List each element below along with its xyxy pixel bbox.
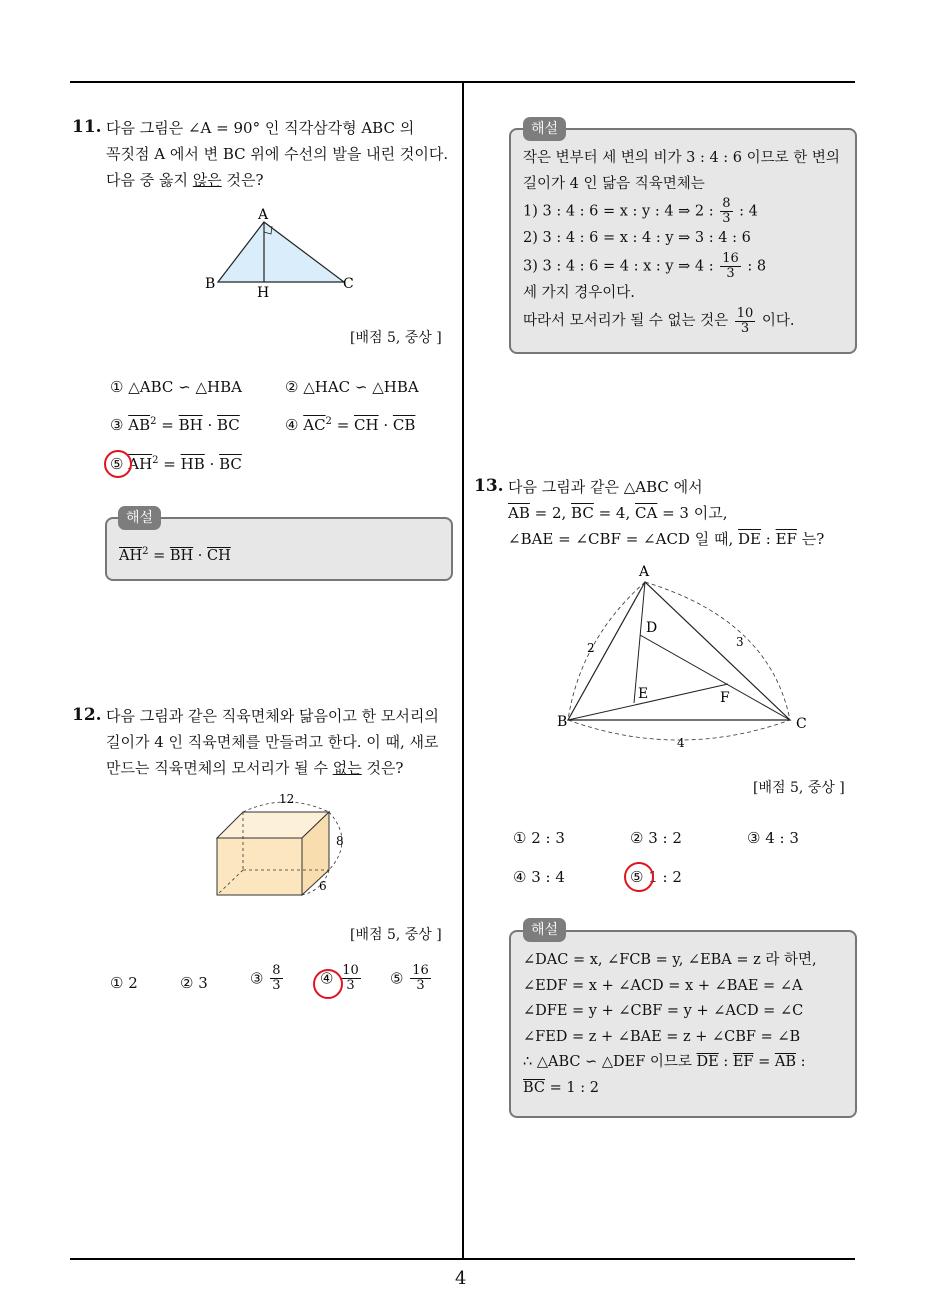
cuboid-front [217, 838, 302, 895]
q12-line3: 만드는 직육면체의 모서리가 될 수 없는 것은? [106, 759, 404, 777]
q11-text [106, 115, 448, 193]
q13-solution-tab: 해설 [523, 918, 566, 942]
q13-option-5[interactable]: ⑤ 1 : 2 [630, 868, 682, 886]
page-number: 4 [455, 1268, 467, 1289]
label-6: 6 [319, 879, 327, 893]
q12-answer-circle [313, 969, 343, 999]
q12-line1: 다음 그림과 같은 직육면체와 닮음이고 한 모서리의 [106, 707, 439, 725]
label-c: C [796, 716, 807, 732]
q11-solution-tab: 해설 [118, 506, 161, 530]
q11-option-1[interactable]: ① △ABC ∽ △HBA [110, 378, 242, 396]
label-8: 8 [336, 834, 344, 848]
question-number-11: 11. [72, 117, 102, 137]
segment-ae [634, 582, 645, 703]
q12-option-3[interactable]: ③ $\frac{8}{3}$ [250, 963, 281, 993]
label-b: B [557, 714, 568, 730]
label-side-3: 3 [736, 635, 744, 649]
triangle-abc [218, 222, 344, 282]
q12-solution-tab: 해설 [523, 117, 566, 141]
q11-answer-circle [104, 450, 132, 478]
label-c: C [343, 276, 354, 292]
q13-line2: $\overline{AB} = 2$, $\overline{BC} = 4$, $\overline{CA} = 3$ 이고, [508, 504, 728, 522]
q12-solution-box [509, 128, 857, 354]
q13-solution-text: ∠DAC = x, ∠FCB = y, ∠EBA = z 라 하면, ∠EDF = x + ∠ACD = x + ∠BAE = ∠A ∠DFE = y + ∠CBF = y + ∠ACD = ∠C ∠FED = z + ∠BAE = z + ∠CBF = ∠B ∴ △ABC ∽ △DEF 이므로 $\overline{DE}$ : $\overline{EF} = \overline{AB}$ : $\overline{BC} = 1$ : 2 [523, 952, 817, 1096]
label-12: 12 [279, 792, 295, 806]
label-b: B [205, 276, 216, 292]
q12-option-5[interactable]: ⑤ $\frac{16}{3}$ [390, 963, 429, 993]
column-divider [462, 82, 464, 1260]
segment-cd [640, 635, 790, 720]
label-h: H [257, 285, 270, 300]
q13-answer-circle [624, 862, 654, 892]
q11-solution-text: $\overline{AH}^2 = \overline{BH} \cdot \overline{CH}$ [119, 546, 231, 564]
label-a: A [639, 564, 650, 580]
q12-option-4[interactable]: ④ $\frac{10}{3}$ [320, 963, 359, 993]
q11-line1: 다음 그림은 ∠A = 90° 인 직각삼각형 ABC 의 [106, 119, 415, 137]
label-e: E [638, 686, 649, 702]
label-side-4: 4 [677, 736, 685, 750]
q11-triangle-figure [200, 205, 370, 300]
q11-option-4[interactable]: ④ $\overline{AC}^2 = \overline{CH} \cdot \overline{CB}$ [285, 416, 416, 434]
q11-score: [배점 5, 중상 ] [350, 330, 442, 346]
q12-text [106, 703, 439, 781]
q13-option-1[interactable]: ① 2 : 3 [513, 829, 565, 847]
q11-option-2[interactable]: ② △HAC ∽ △HBA [285, 378, 419, 396]
q11-line3: 다음 중 옳지 않은 것은? [106, 171, 264, 189]
q11-option-5[interactable]: ⑤ $\overline{AH}^2 = \overline{HB} \cdot \overline{BC}$ [110, 455, 242, 473]
q12-cuboid-figure [205, 790, 365, 905]
q13-text [508, 474, 824, 552]
label-a: A [258, 207, 269, 223]
q12-option-2[interactable]: ② 3 [180, 974, 208, 992]
q12-solution-text: 작은 변부터 세 변의 비가 3 : 4 : 6 이므로 한 변의 길이가 4 인 닮음 직육면체는 1) 3 : 4 : 6 = x : y : 4 ⇒ 2 : $\frac{8}{3}$ : 4 2) 3 : 4 : 6 = x : 4 : y ⇒ 3 : 4 : 6 3) 3 : 4 : 6 = 4 : x : y ⇒ 4 : $\frac{16}{3}$ : 8 세 가지 경우이다. 따라서 모서리가 될 수 없는 것은 $\frac{10}{3}$ 이다. [523, 150, 840, 336]
q13-option-2[interactable]: ② 3 : 2 [630, 829, 682, 847]
bottom-rule [70, 1258, 855, 1260]
question-number-12: 12. [72, 705, 102, 725]
q13-line3: ∠BAE = ∠CBF = ∠ACD 일 때, $\overline{DE}$ : $\overline{EF}$ 는? [508, 530, 825, 548]
q13-solution-box [509, 930, 857, 1118]
label-f: F [720, 690, 730, 706]
q13-option-3[interactable]: ③ 4 : 3 [747, 829, 799, 847]
q13-score: [배점 5, 중상 ] [753, 780, 845, 796]
q12-score: [배점 5, 중상 ] [350, 927, 442, 943]
q13-option-4[interactable]: ④ 3 : 4 [513, 868, 565, 886]
q11-option-3[interactable]: ③ $\overline{AB}^2 = \overline{BH} \cdot \overline{BC}$ [110, 416, 240, 434]
q12-line2: 길이가 4 인 직육면체를 만들려고 한다. 이 때, 새로 [106, 733, 439, 751]
q13-triangle-figure [550, 560, 820, 760]
question-number-13: 13. [474, 476, 504, 496]
label-d: D [646, 620, 658, 636]
q13-line1: 다음 그림과 같은 △ABC 에서 [508, 478, 703, 496]
q11-line2: 꼭짓점 A 에서 변 BC 위에 수선의 발을 내린 것이다. [106, 145, 449, 163]
triangle-abc [568, 582, 790, 720]
q12-option-1[interactable]: ① 2 [110, 974, 138, 992]
label-side-2: 2 [587, 641, 595, 655]
